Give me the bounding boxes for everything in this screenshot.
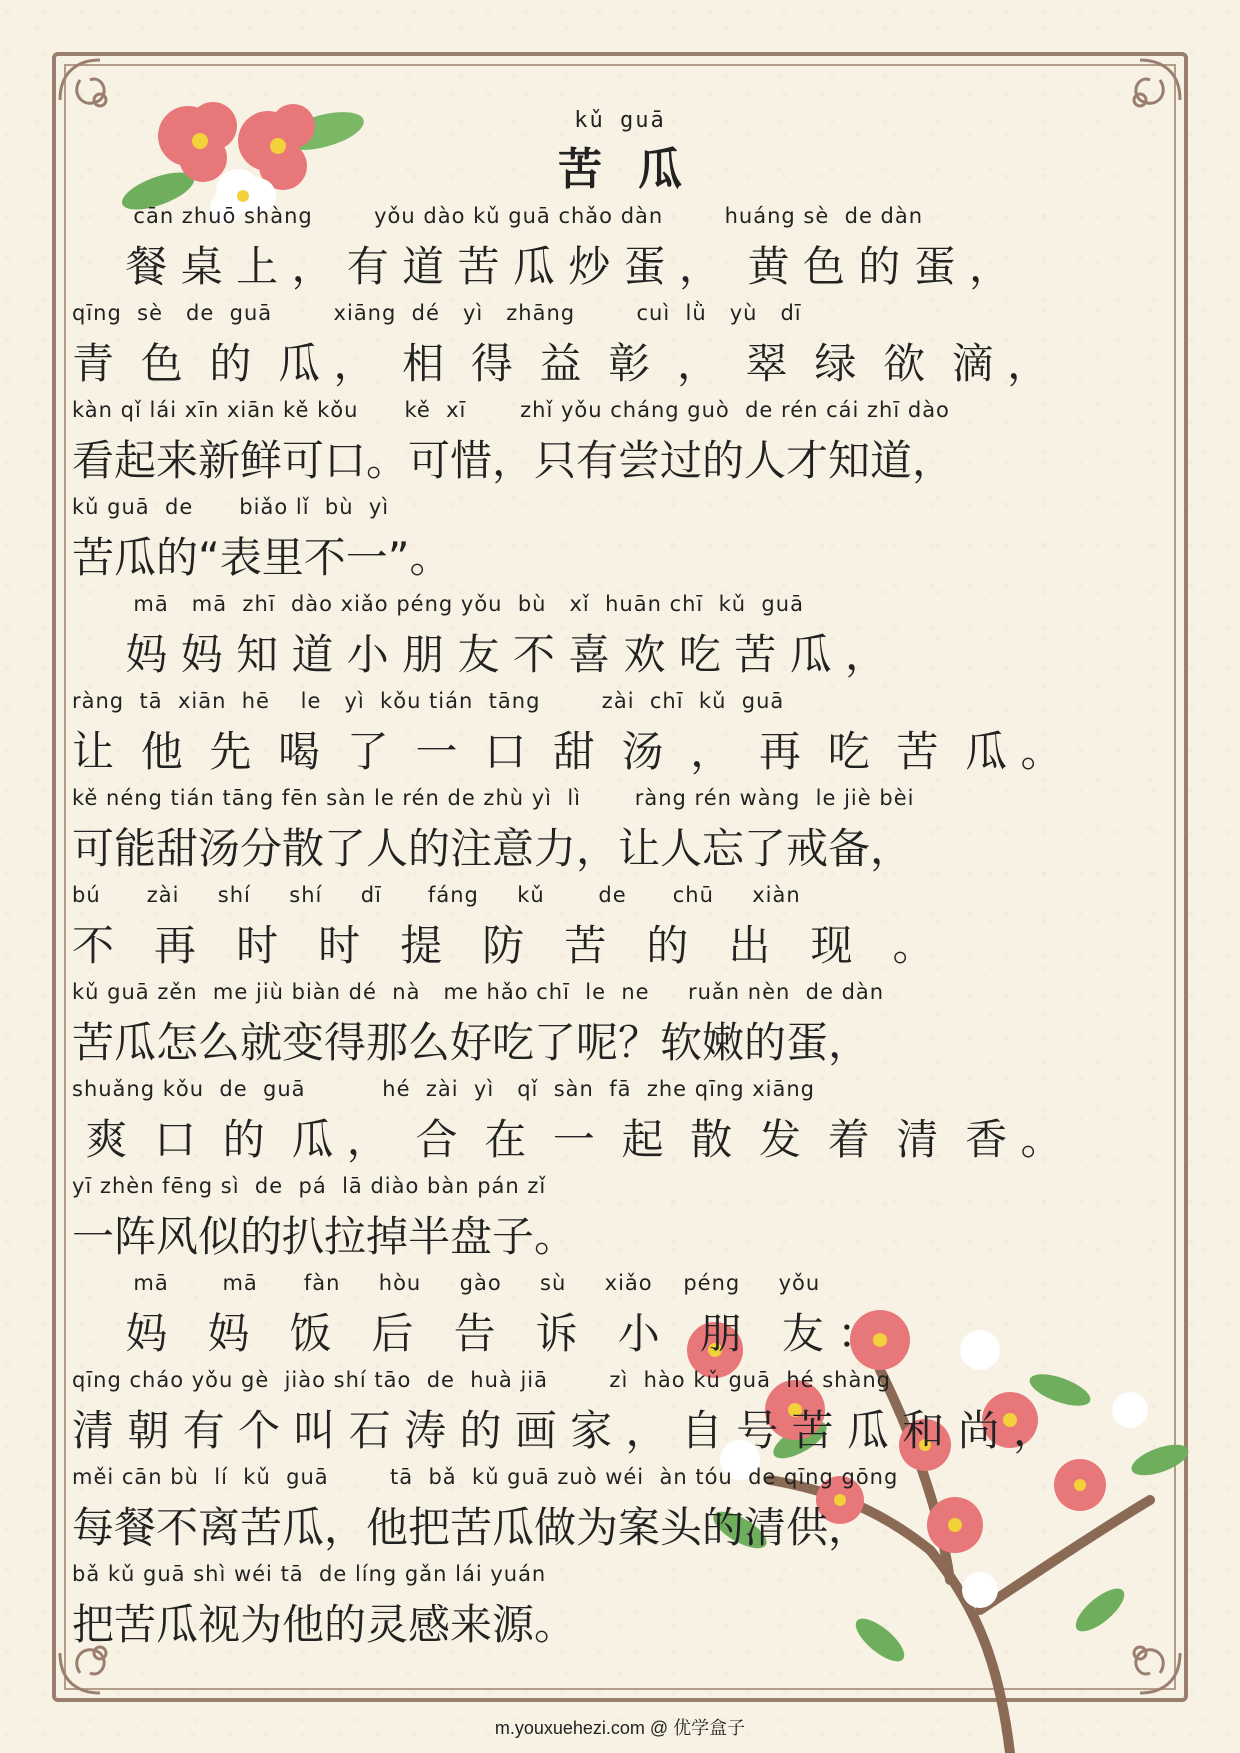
text-line bbox=[72, 1174, 1168, 1271]
pinyin-row: shuǎng kǒu de guā hé zài yì qǐ sàn fā zhe qīng xiāng bbox=[72, 1077, 815, 1101]
hanzi-row: 苦瓜怎么就变得那么好吃了呢？软嫩的蛋， bbox=[72, 1018, 871, 1067]
pinyin-row: cān zhuō shàng yǒu dào kǔ guā chǎo dàn huáng sè de dàn bbox=[72, 204, 924, 228]
text-line bbox=[72, 1562, 1168, 1659]
hanzi-row: 每餐不离苦瓜，他把苦瓜做为案头的清供， bbox=[72, 1503, 871, 1552]
text-line bbox=[72, 1271, 1168, 1368]
pinyin-row: mā mā zhī dào xiǎo péng yǒu bù xǐ huān chī kǔ guā bbox=[72, 592, 804, 616]
text-line bbox=[72, 1368, 1168, 1465]
text-line bbox=[72, 786, 1168, 883]
text-line bbox=[72, 495, 1168, 592]
pinyin-row: ràng tā xiān hē le yì kǒu tián tāng zài chī kǔ guā bbox=[72, 689, 785, 713]
title-pinyin: kǔ guā bbox=[574, 108, 666, 133]
hanzi-row: 把苦瓜视为他的灵感来源。 bbox=[72, 1600, 577, 1649]
text-line bbox=[72, 1077, 1168, 1174]
hanzi-row: 一阵风似的扒拉掉半盘子。 bbox=[72, 1212, 577, 1261]
text-line bbox=[72, 301, 1168, 398]
pinyin-row: kàn qǐ lái xīn xiān kě kǒu kě xī zhǐ yǒu cháng guò de rén cái zhī dào bbox=[72, 398, 950, 422]
pinyin-row: kǔ guā de biǎo lǐ bù yì bbox=[72, 495, 390, 519]
source-footer: m.youxuehezi.com @ 优学盒子 bbox=[494, 1718, 746, 1738]
text-line bbox=[72, 689, 1168, 786]
pinyin-row: yī zhèn fēng sì de pá lā diào bàn pán zǐ bbox=[72, 1174, 547, 1198]
hanzi-row: 妈 妈 知 道 小 朋 友 不 喜 欢 吃 苦 瓜 ， bbox=[72, 630, 887, 679]
hanzi-row: 不 再 时 时 提 防 苦 的 出 现 。 bbox=[72, 921, 935, 970]
text-line bbox=[72, 883, 1168, 980]
text-line bbox=[72, 398, 1168, 495]
page-title bbox=[0, 108, 1240, 197]
pinyin-row: qīng sè de guā xiāng dé yì zhāng cuì lǜ yù dī bbox=[72, 301, 802, 325]
hanzi-row: 苦瓜的“表里不一”。 bbox=[72, 533, 452, 582]
pinyin-row: bú zài shí shí dī fáng kǔ de chū xiàn bbox=[72, 883, 801, 907]
text-line bbox=[72, 1465, 1168, 1562]
hanzi-row: 清 朝 有 个 叫 石 涛 的 画 家 ， 自 号 苦 瓜 和 尚 ， bbox=[72, 1406, 1055, 1455]
text-line bbox=[72, 980, 1168, 1077]
text-line bbox=[72, 204, 1168, 301]
title-text: 苦瓜 bbox=[558, 144, 718, 195]
hanzi-row: 爽 口 的 瓜 ， 合 在 一 起 散 发 着 清 香 。 bbox=[72, 1115, 1063, 1164]
hanzi-row: 妈 妈 饭 后 告 诉 小 朋 友 ： bbox=[72, 1309, 880, 1358]
pinyin-row: kǔ guā zěn me jiù biàn dé nà me hǎo chī le ne ruǎn nèn de dàn bbox=[72, 980, 885, 1004]
pinyin-row: kě néng tián tāng fēn sàn le rén de zhù yì lì ràng rén wàng le jiè bèi bbox=[72, 786, 915, 810]
pinyin-row: qīng cháo yǒu gè jiào shí tāo de huà jiā zì hào kǔ guā hé shàng bbox=[72, 1368, 891, 1392]
hanzi-row: 看起来新鲜可口。可惜，只有尝过的人才知道， bbox=[72, 436, 955, 485]
pinyin-row: bǎ kǔ guā shì wéi tā de líng gǎn lái yuán bbox=[72, 1562, 547, 1586]
pinyin-row: měi cān bù lí kǔ guā tā bǎ kǔ guā zuò wéi àn tóu de qīng gōng bbox=[72, 1465, 899, 1489]
hanzi-row: 可能甜汤分散了人的注意力，让人忘了戒备， bbox=[72, 824, 913, 873]
hanzi-row: 青 色 的 瓜 ， 相 得 益 彰 ， 翠 绿 欲 滴 ， bbox=[72, 339, 1050, 388]
pinyin-row: mā mā fàn hòu gào sù xiǎo péng yǒu bbox=[72, 1271, 821, 1295]
text-line bbox=[72, 592, 1168, 689]
text-body bbox=[72, 204, 1168, 1659]
hanzi-row: 让 他 先 喝 了 一 口 甜 汤 ， 再 吃 苦 瓜 。 bbox=[72, 727, 1063, 776]
hanzi-row: 餐 桌 上 ， 有 道 苦 瓜 炒 蛋 ， 黄 色 的 蛋 ， bbox=[72, 242, 1012, 291]
